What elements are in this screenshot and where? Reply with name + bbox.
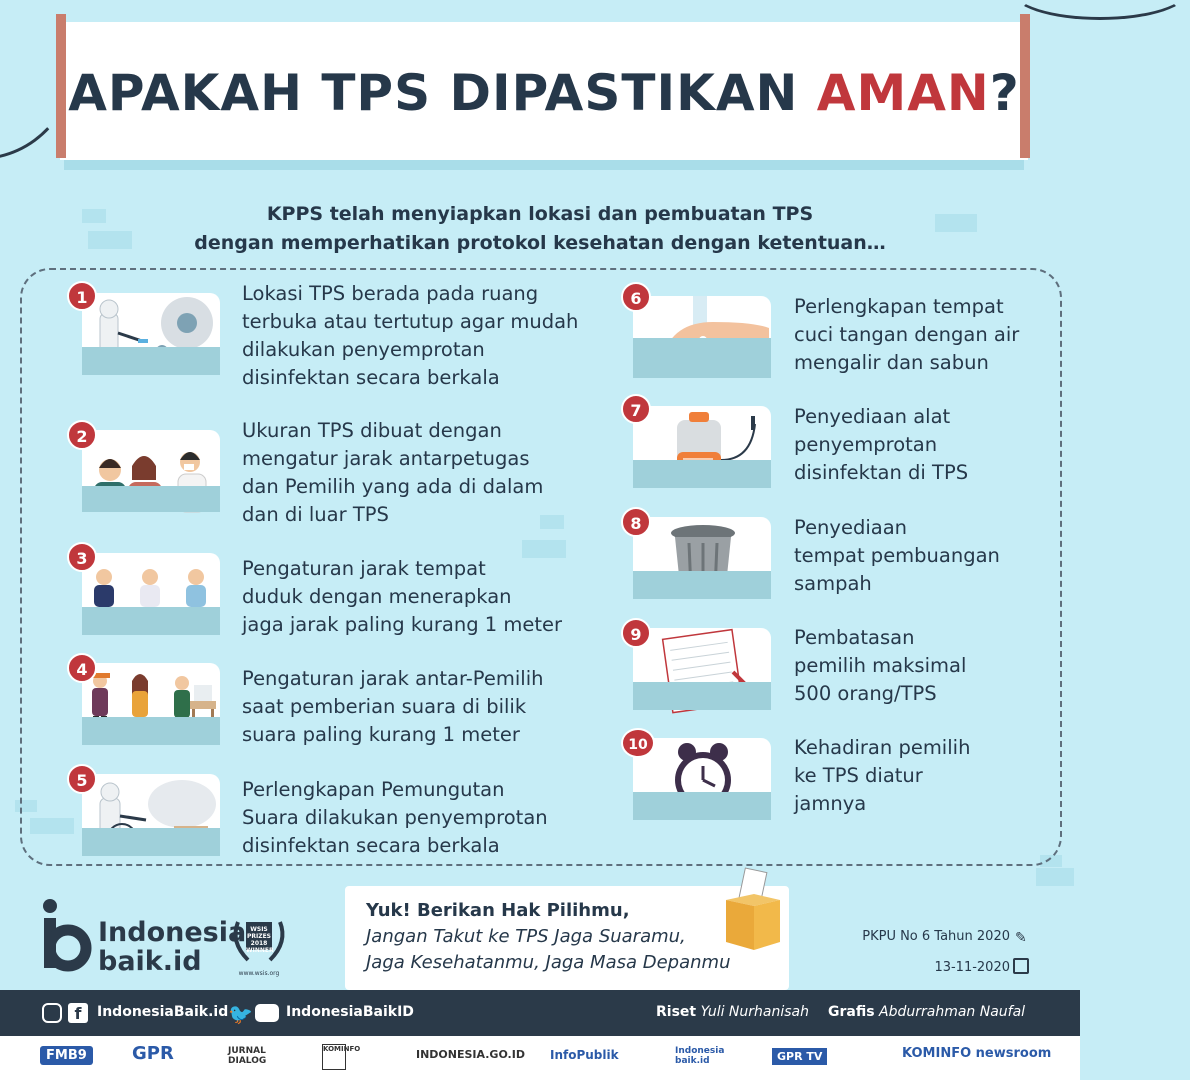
facebook-icon[interactable]: f bbox=[68, 1003, 88, 1023]
item-2-text: Ukuran TPS dibuat dengan mengatur jarak antarpetugas dan Pemilih yang ada di dalam dan di luar TPS bbox=[242, 419, 544, 526]
item-6-number: 6 bbox=[621, 282, 651, 312]
page-title: APAKAH TPS DIPASTIKAN AMAN? bbox=[68, 64, 1020, 122]
callout-line-3: Jaga Kesehatanmu, Jaga Masa Depanmu bbox=[366, 952, 731, 973]
wsis-badge bbox=[228, 916, 290, 976]
banner-pole-left bbox=[56, 14, 66, 158]
twitter-icon[interactable]: 🐦 bbox=[228, 1002, 253, 1026]
partner-indonesiagoid-logo[interactable]: INDONESIA.GO.ID bbox=[416, 1048, 525, 1061]
item-10-illustration bbox=[633, 738, 771, 820]
partner-kominfo-logo[interactable]: KOMINFO bbox=[322, 1044, 346, 1070]
brand-name bbox=[98, 918, 246, 976]
pin-icon: ✎ bbox=[1015, 930, 1027, 946]
banner-pole-right bbox=[1020, 14, 1030, 158]
item-6-illustration bbox=[633, 296, 771, 378]
callout-line-1: Yuk! Berikan Hak Pilihmu, bbox=[366, 900, 630, 921]
item-2-illustration bbox=[82, 430, 220, 512]
partner-gpr-logo[interactable]: GPR bbox=[132, 1043, 174, 1064]
partner-indonesiabaik-logo[interactable]: Indonesia baik.id bbox=[675, 1046, 725, 1066]
brand-name-line2: baik.id bbox=[98, 946, 202, 977]
youtube-icon[interactable] bbox=[255, 1004, 279, 1022]
subtitle-line-2: dengan memperhatikan protokol kesehatan dengan ketentuan… bbox=[194, 232, 886, 254]
item-8-illustration bbox=[633, 517, 771, 599]
item-5-number: 5 bbox=[67, 764, 97, 794]
partner-fmb9-logo[interactable]: FMB9 bbox=[40, 1046, 93, 1065]
brand-name-line1: Indonesia bbox=[98, 917, 247, 948]
subtitle bbox=[0, 200, 1080, 258]
item-1-illustration bbox=[82, 293, 220, 375]
partner-gprtv-logo[interactable]: GPR TV bbox=[772, 1048, 827, 1065]
item-3-text: Pengaturan jarak tempat duduk dengan menerapkan jaga jarak paling kurang 1 meter bbox=[242, 557, 563, 636]
item-9-illustration bbox=[633, 628, 771, 710]
wsis-url: www.wsis.org bbox=[238, 970, 280, 977]
footer-handle-web[interactable]: IndonesiaBaik.id bbox=[97, 1004, 229, 1020]
item-5-text: Perlengkapan Pemungutan Suara dilakukan penyemprotan disinfektan secara berkala bbox=[242, 778, 548, 857]
regulation-text: PKPU No 6 Tahun 2020 bbox=[862, 929, 1010, 944]
item-3-illustration bbox=[82, 553, 220, 635]
item-7-illustration bbox=[633, 406, 771, 488]
credit-grafis: Grafis Abdurrahman Naufal bbox=[828, 1004, 1026, 1020]
callout-line-2: Jangan Takut ke TPS Jaga Suaramu, bbox=[366, 926, 686, 947]
title-accent: AMAN bbox=[816, 64, 990, 122]
item-6-text: Perlengkapan tempat cuci tangan dengan air mengalir dan sabun bbox=[794, 295, 1020, 374]
date-text: 13-11-2020 bbox=[934, 960, 1010, 975]
item-1-number: 1 bbox=[67, 281, 97, 311]
credit-riset: Riset Yuli Nurhanisah bbox=[656, 1004, 809, 1020]
instagram-icon[interactable] bbox=[42, 1003, 62, 1023]
item-7-text: Penyediaan alat penyemprotan disinfektan di TPS bbox=[794, 405, 969, 484]
partner-infopublik-logo[interactable]: InfoPublik bbox=[550, 1048, 619, 1062]
calendar-icon bbox=[1013, 958, 1029, 974]
item-4-illustration bbox=[82, 663, 220, 745]
item-9-number: 9 bbox=[621, 618, 651, 648]
ballot-box-icon bbox=[722, 866, 784, 956]
partner-jurnal-logo[interactable]: JURNAL DIALOG bbox=[228, 1046, 267, 1066]
partner-logos bbox=[0, 1036, 1080, 1080]
title-banner bbox=[60, 22, 1028, 160]
partner-kominfo-newsroom-logo[interactable]: KOMINFO newsroom bbox=[902, 1046, 1052, 1061]
footer-handle-social[interactable]: IndonesiaBaikID bbox=[286, 1004, 414, 1020]
item-2-number: 2 bbox=[67, 420, 97, 450]
item-7-number: 7 bbox=[621, 394, 651, 424]
item-3-number: 3 bbox=[67, 542, 97, 572]
item-1-text: Lokasi TPS berada pada ruang terbuka atau tertutup agar mudah dilakukan penyemprotan disinfektan secara berkala bbox=[242, 282, 579, 389]
item-8-number: 8 bbox=[621, 507, 651, 537]
footer-bar bbox=[0, 990, 1080, 1036]
item-4-number: 4 bbox=[67, 653, 97, 683]
item-10-text: Kehadiran pemilih ke TPS diatur jamnya bbox=[794, 736, 971, 815]
banner-rope-right bbox=[1010, 0, 1190, 20]
subtitle-line-1: KPPS telah menyiapkan lokasi dan pembuatan TPS bbox=[266, 203, 814, 225]
item-4-text: Pengaturan jarak antar-Pemilih saat pemberian suara di bilik suara paling kurang 1 meter bbox=[242, 667, 544, 746]
indonesiabaik-logo-icon bbox=[42, 898, 92, 972]
item-10-number: 10 bbox=[621, 728, 655, 758]
brand-logo bbox=[42, 898, 92, 972]
item-5-illustration bbox=[82, 774, 220, 856]
wsis-badge-text: WSIS PRIZES 2018 WINNER bbox=[246, 926, 274, 954]
item-8-text: Penyediaan tempat pembuangan sampah bbox=[794, 516, 1000, 595]
item-9-text: Pembatasan pemilih maksimal 500 orang/TPS bbox=[794, 626, 967, 705]
